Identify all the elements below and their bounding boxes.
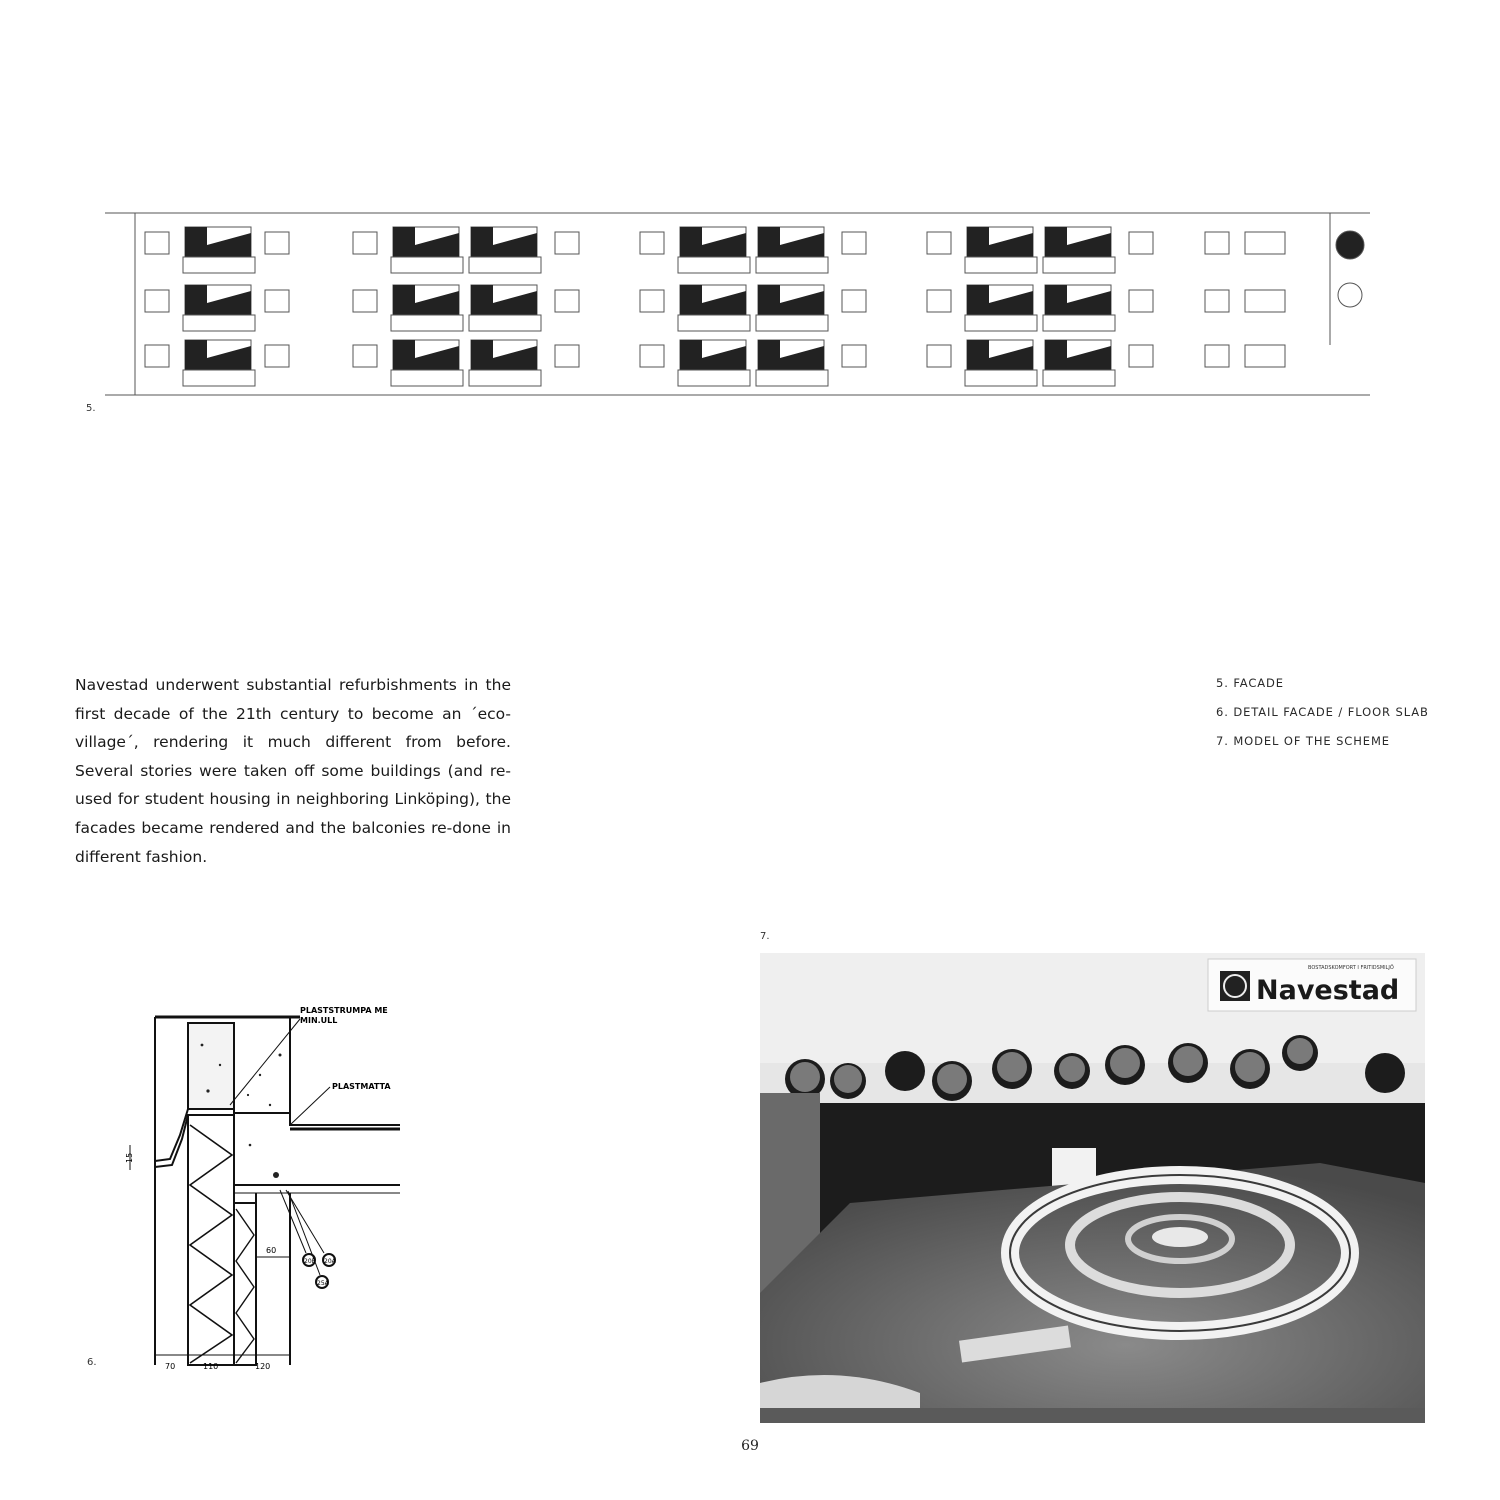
- dim-120: 120: [255, 1362, 271, 1371]
- model-photo: [760, 953, 1425, 1423]
- dim-110: 110: [203, 1362, 219, 1371]
- page-number: 69: [741, 1438, 759, 1454]
- figure-7-number: 7.: [760, 931, 770, 942]
- figure-5-number: 5.: [86, 403, 96, 414]
- ref-20b: 20B: [304, 1258, 316, 1265]
- body-paragraph-text: Navestad underwent substantial refurbishments in the first decade of the 21th century to become an ´eco-village´, rendering it much different from before. Several stories were taken off some buildings (and re-used for student housing in neighboring Linköping), the facades became rendered and the balconies re-done in different fashion.: [75, 676, 511, 866]
- dim-60: 60: [266, 1246, 277, 1255]
- sign-title: Navestad: [1256, 975, 1400, 1006]
- dim-70: 70: [165, 1362, 176, 1371]
- detail-section-drawing: [110, 995, 410, 1385]
- caption-6: 6. DETAIL FACADE / FLOOR SLAB: [1216, 704, 1429, 719]
- caption-5: 5. FACADE: [1216, 676, 1284, 690]
- label-plaststrumpa-1: PLASTSTRUMPA ME: [300, 1006, 388, 1015]
- caption-7: 7. MODEL OF THE SCHEME: [1216, 733, 1390, 748]
- facade-drawing: [105, 205, 1375, 405]
- ref-20a: 20A: [324, 1258, 336, 1265]
- body-paragraph: [75, 671, 511, 871]
- label-plastmatta: PLASTMATTA: [332, 1082, 391, 1091]
- ref-25a: 25A: [317, 1280, 329, 1287]
- figure-captions: [1216, 676, 1429, 762]
- dim-15: 15: [125, 1152, 134, 1163]
- sign-tagline: BOSTADSKOMFORT I FRITIDSMILJÖ: [1308, 965, 1394, 971]
- label-plaststrumpa-2: MIN.ULL: [300, 1016, 338, 1025]
- figure-6-number: 6.: [87, 1357, 97, 1368]
